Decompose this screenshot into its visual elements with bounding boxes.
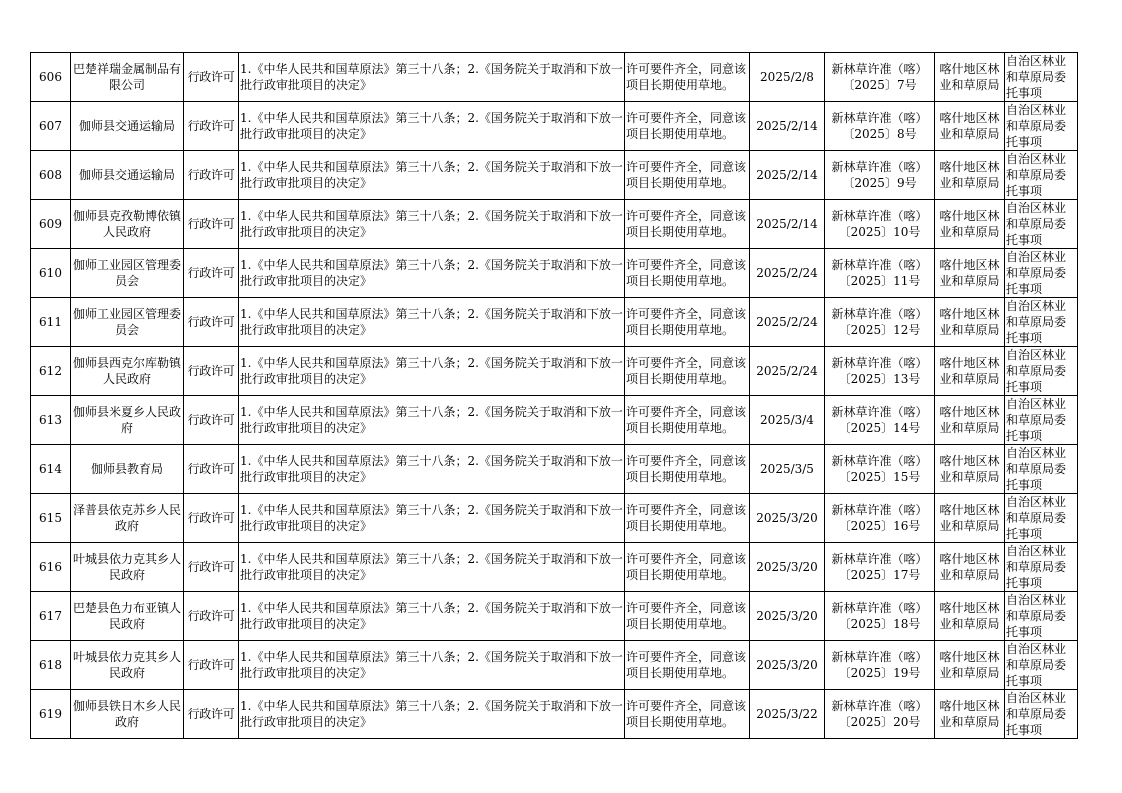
action-type: 行政许可 bbox=[187, 462, 235, 476]
table-row bbox=[31, 102, 1078, 151]
decision-date-cell bbox=[750, 592, 825, 641]
action-type-cell bbox=[184, 396, 239, 445]
legal-basis-cell bbox=[239, 494, 625, 543]
table-row bbox=[31, 396, 1078, 445]
document-number: 新林草许准（喀）〔2025〕9号 bbox=[831, 160, 928, 190]
applicant-name-cell bbox=[71, 690, 184, 739]
legal-basis: 1.《中华人民共和国草原法》第三十八条；2.《国务院关于取消和下放一批行政审批项目的决定》 bbox=[240, 503, 623, 533]
issuing-department: 喀什地区林业和草原局 bbox=[939, 405, 1000, 435]
decision-date: 2025/2/24 bbox=[756, 315, 818, 329]
decision-date-cell bbox=[750, 396, 825, 445]
document-number: 新林草许准（喀）〔2025〕14号 bbox=[831, 405, 928, 435]
action-type-cell bbox=[184, 249, 239, 298]
decision-result: 许可要件齐全，同意该项目长期使用草地。 bbox=[626, 356, 747, 386]
legal-basis: 1.《中华人民共和国草原法》第三十八条；2.《国务院关于取消和下放一批行政审批项目的决定》 bbox=[240, 454, 623, 484]
row-number: 607 bbox=[39, 119, 62, 133]
remark-cell bbox=[1005, 543, 1078, 592]
remark: 自治区林业和草原局委托事项 bbox=[1006, 152, 1067, 198]
issuing-department-cell bbox=[935, 200, 1005, 249]
applicant-name: 伽师县教育局 bbox=[90, 462, 163, 476]
remark-cell bbox=[1005, 445, 1078, 494]
remark: 自治区林业和草原局委托事项 bbox=[1006, 103, 1067, 149]
remark: 自治区林业和草原局委托事项 bbox=[1006, 397, 1067, 443]
action-type: 行政许可 bbox=[187, 70, 235, 84]
action-type-cell bbox=[184, 53, 239, 102]
row-number-cell bbox=[31, 53, 71, 102]
table-row bbox=[31, 494, 1078, 543]
applicant-name-cell bbox=[71, 396, 184, 445]
applicant-name-cell bbox=[71, 53, 184, 102]
issuing-department-cell bbox=[935, 445, 1005, 494]
row-number-cell bbox=[31, 543, 71, 592]
document-number: 新林草许准（喀）〔2025〕8号 bbox=[831, 111, 928, 141]
document-number: 新林草许准（喀）〔2025〕13号 bbox=[831, 356, 928, 386]
action-type: 行政许可 bbox=[187, 560, 235, 574]
action-type-cell bbox=[184, 200, 239, 249]
decision-date-cell bbox=[750, 690, 825, 739]
issuing-department-cell bbox=[935, 690, 1005, 739]
remark-cell bbox=[1005, 690, 1078, 739]
document-number: 新林草许准（喀）〔2025〕20号 bbox=[831, 699, 928, 729]
row-number-cell bbox=[31, 200, 71, 249]
legal-basis-cell bbox=[239, 200, 625, 249]
applicant-name-cell bbox=[71, 298, 184, 347]
document-number: 新林草许准（喀）〔2025〕15号 bbox=[831, 454, 928, 484]
remark: 自治区林业和草原局委托事项 bbox=[1006, 593, 1067, 639]
decision-date: 2025/2/8 bbox=[760, 70, 814, 84]
action-type-cell bbox=[184, 102, 239, 151]
decision-date-cell bbox=[750, 200, 825, 249]
decision-result: 许可要件齐全，同意该项目长期使用草地。 bbox=[626, 405, 747, 435]
row-number: 608 bbox=[39, 168, 62, 182]
issuing-department: 喀什地区林业和草原局 bbox=[939, 552, 1000, 582]
action-type-cell bbox=[184, 641, 239, 690]
legal-basis: 1.《中华人民共和国草原法》第三十八条；2.《国务院关于取消和下放一批行政审批项目的决定》 bbox=[240, 307, 623, 337]
remark-cell bbox=[1005, 298, 1078, 347]
decision-result-cell bbox=[625, 396, 750, 445]
legal-basis-cell bbox=[239, 445, 625, 494]
action-type: 行政许可 bbox=[187, 658, 235, 672]
decision-result: 许可要件齐全，同意该项目长期使用草地。 bbox=[626, 552, 747, 582]
action-type: 行政许可 bbox=[187, 413, 235, 427]
decision-date: 2025/3/20 bbox=[756, 658, 818, 672]
table-row bbox=[31, 347, 1078, 396]
decision-date: 2025/3/20 bbox=[756, 609, 818, 623]
decision-result-cell bbox=[625, 543, 750, 592]
row-number-cell bbox=[31, 249, 71, 298]
document-number-cell bbox=[825, 347, 935, 396]
remark-cell bbox=[1005, 102, 1078, 151]
action-type: 行政许可 bbox=[187, 217, 235, 231]
document-number-cell bbox=[825, 592, 935, 641]
issuing-department: 喀什地区林业和草原局 bbox=[939, 699, 1000, 729]
row-number: 611 bbox=[39, 315, 62, 329]
issuing-department-cell bbox=[935, 347, 1005, 396]
remark: 自治区林业和草原局委托事项 bbox=[1006, 642, 1067, 688]
action-type: 行政许可 bbox=[187, 364, 235, 378]
remark: 自治区林业和草原局委托事项 bbox=[1006, 348, 1067, 394]
decision-result-cell bbox=[625, 200, 750, 249]
table-row bbox=[31, 592, 1078, 641]
applicant-name-cell bbox=[71, 200, 184, 249]
issuing-department: 喀什地区林业和草原局 bbox=[939, 62, 1000, 92]
applicant-name-cell bbox=[71, 151, 184, 200]
legal-basis-cell bbox=[239, 396, 625, 445]
issuing-department-cell bbox=[935, 396, 1005, 445]
decision-result: 许可要件齐全，同意该项目长期使用草地。 bbox=[626, 160, 747, 190]
row-number: 619 bbox=[39, 707, 62, 721]
row-number: 614 bbox=[39, 462, 62, 476]
applicant-name: 伽师县米夏乡人民政府 bbox=[72, 405, 181, 435]
decision-result: 许可要件齐全，同意该项目长期使用草地。 bbox=[626, 601, 747, 631]
legal-basis-cell bbox=[239, 690, 625, 739]
decision-result: 许可要件齐全，同意该项目长期使用草地。 bbox=[626, 258, 747, 288]
legal-basis: 1.《中华人民共和国草原法》第三十八条；2.《国务院关于取消和下放一批行政审批项目的决定》 bbox=[240, 552, 623, 582]
decision-result-cell bbox=[625, 53, 750, 102]
decision-date-cell bbox=[750, 298, 825, 347]
decision-date-cell bbox=[750, 347, 825, 396]
issuing-department: 喀什地区林业和草原局 bbox=[939, 209, 1000, 239]
document-number-cell bbox=[825, 298, 935, 347]
table-row bbox=[31, 298, 1078, 347]
document-number-cell bbox=[825, 396, 935, 445]
issuing-department-cell bbox=[935, 53, 1005, 102]
action-type: 行政许可 bbox=[187, 609, 235, 623]
decision-date: 2025/2/24 bbox=[756, 364, 818, 378]
decision-date-cell bbox=[750, 249, 825, 298]
row-number: 610 bbox=[39, 266, 62, 280]
document-number-cell bbox=[825, 151, 935, 200]
table-row bbox=[31, 151, 1078, 200]
row-number: 618 bbox=[39, 658, 62, 672]
applicant-name: 叶城县依力克其乡人民政府 bbox=[72, 552, 181, 582]
legal-basis: 1.《中华人民共和国草原法》第三十八条；2.《国务院关于取消和下放一批行政审批项目的决定》 bbox=[240, 258, 623, 288]
legal-basis: 1.《中华人民共和国草原法》第三十八条；2.《国务院关于取消和下放一批行政审批项目的决定》 bbox=[240, 699, 623, 729]
applicant-name: 伽师工业园区管理委员会 bbox=[72, 258, 181, 288]
row-number: 613 bbox=[39, 413, 62, 427]
remark: 自治区林业和草原局委托事项 bbox=[1006, 446, 1067, 492]
row-number-cell bbox=[31, 396, 71, 445]
decision-result: 许可要件齐全，同意该项目长期使用草地。 bbox=[626, 699, 747, 729]
applicant-name: 叶城县依力克其乡人民政府 bbox=[72, 650, 181, 680]
issuing-department: 喀什地区林业和草原局 bbox=[939, 601, 1000, 631]
row-number: 606 bbox=[39, 70, 62, 84]
row-number: 616 bbox=[39, 560, 62, 574]
legal-basis-cell bbox=[239, 151, 625, 200]
document-number-cell bbox=[825, 494, 935, 543]
action-type: 行政许可 bbox=[187, 511, 235, 525]
table-row bbox=[31, 53, 1078, 102]
legal-basis: 1.《中华人民共和国草原法》第三十八条；2.《国务院关于取消和下放一批行政审批项目的决定》 bbox=[240, 209, 623, 239]
legal-basis-cell bbox=[239, 543, 625, 592]
applicant-name-cell bbox=[71, 641, 184, 690]
action-type-cell bbox=[184, 592, 239, 641]
row-number-cell bbox=[31, 592, 71, 641]
row-number-cell bbox=[31, 641, 71, 690]
decision-result-cell bbox=[625, 298, 750, 347]
applicant-name: 伽师县克孜勒博依镇人民政府 bbox=[72, 209, 181, 239]
legal-basis-cell bbox=[239, 102, 625, 151]
issuing-department-cell bbox=[935, 249, 1005, 298]
issuing-department-cell bbox=[935, 641, 1005, 690]
applicant-name-cell bbox=[71, 102, 184, 151]
remark: 自治区林业和草原局委托事项 bbox=[1006, 691, 1067, 737]
issuing-department: 喀什地区林业和草原局 bbox=[939, 503, 1000, 533]
applicant-name-cell bbox=[71, 543, 184, 592]
remark-cell bbox=[1005, 494, 1078, 543]
applicant-name-cell bbox=[71, 592, 184, 641]
action-type-cell bbox=[184, 298, 239, 347]
remark: 自治区林业和草原局委托事项 bbox=[1006, 495, 1067, 541]
issuing-department-cell bbox=[935, 151, 1005, 200]
document-number: 新林草许准（喀）〔2025〕12号 bbox=[831, 307, 928, 337]
applicant-name-cell bbox=[71, 445, 184, 494]
decision-date: 2025/2/14 bbox=[756, 119, 818, 133]
legal-basis: 1.《中华人民共和国草原法》第三十八条；2.《国务院关于取消和下放一批行政审批项目的决定》 bbox=[240, 356, 623, 386]
legal-basis: 1.《中华人民共和国草原法》第三十八条；2.《国务院关于取消和下放一批行政审批项目的决定》 bbox=[240, 62, 623, 92]
decision-result: 许可要件齐全，同意该项目长期使用草地。 bbox=[626, 307, 747, 337]
row-number: 617 bbox=[39, 609, 62, 623]
legal-basis-cell bbox=[239, 249, 625, 298]
document-number-cell bbox=[825, 690, 935, 739]
decision-result-cell bbox=[625, 494, 750, 543]
decision-date: 2025/2/14 bbox=[756, 217, 818, 231]
legal-basis-cell bbox=[239, 298, 625, 347]
applicant-name: 泽普县依克苏乡人民政府 bbox=[72, 503, 181, 533]
issuing-department-cell bbox=[935, 494, 1005, 543]
decision-result-cell bbox=[625, 690, 750, 739]
applicant-name-cell bbox=[71, 249, 184, 298]
table-row bbox=[31, 641, 1078, 690]
issuing-department: 喀什地区林业和草原局 bbox=[939, 258, 1000, 288]
row-number-cell bbox=[31, 445, 71, 494]
document-number: 新林草许准（喀）〔2025〕7号 bbox=[831, 62, 928, 92]
issuing-department: 喀什地区林业和草原局 bbox=[939, 356, 1000, 386]
decision-result-cell bbox=[625, 102, 750, 151]
decision-date: 2025/3/20 bbox=[756, 511, 818, 525]
issuing-department: 喀什地区林业和草原局 bbox=[939, 650, 1000, 680]
decision-date-cell bbox=[750, 102, 825, 151]
remark-cell bbox=[1005, 396, 1078, 445]
legal-basis: 1.《中华人民共和国草原法》第三十八条；2.《国务院关于取消和下放一批行政审批项目的决定》 bbox=[240, 650, 623, 680]
applicant-name: 伽师县交通运输局 bbox=[78, 119, 175, 133]
document-number-cell bbox=[825, 249, 935, 298]
legal-basis: 1.《中华人民共和国草原法》第三十八条；2.《国务院关于取消和下放一批行政审批项目的决定》 bbox=[240, 601, 623, 631]
applicant-name: 伽师工业园区管理委员会 bbox=[72, 307, 181, 337]
issuing-department-cell bbox=[935, 102, 1005, 151]
issuing-department-cell bbox=[935, 298, 1005, 347]
applicant-name: 伽师县西克尔库勒镇人民政府 bbox=[72, 356, 181, 386]
decision-date-cell bbox=[750, 543, 825, 592]
legal-basis-cell bbox=[239, 53, 625, 102]
remark-cell bbox=[1005, 641, 1078, 690]
legal-basis: 1.《中华人民共和国草原法》第三十八条；2.《国务院关于取消和下放一批行政审批项目的决定》 bbox=[240, 405, 623, 435]
legal-basis-cell bbox=[239, 592, 625, 641]
remark: 自治区林业和草原局委托事项 bbox=[1006, 299, 1067, 345]
table-row bbox=[31, 445, 1078, 494]
action-type: 行政许可 bbox=[187, 119, 235, 133]
legal-basis-cell bbox=[239, 347, 625, 396]
remark-cell bbox=[1005, 151, 1078, 200]
document-number: 新林草许准（喀）〔2025〕19号 bbox=[831, 650, 928, 680]
document-number-cell bbox=[825, 445, 935, 494]
remark-cell bbox=[1005, 249, 1078, 298]
remark-cell bbox=[1005, 53, 1078, 102]
decision-result-cell bbox=[625, 151, 750, 200]
issuing-department: 喀什地区林业和草原局 bbox=[939, 454, 1000, 484]
decision-result-cell bbox=[625, 445, 750, 494]
decision-date-cell bbox=[750, 641, 825, 690]
issuing-department-cell bbox=[935, 592, 1005, 641]
document-number: 新林草许准（喀）〔2025〕11号 bbox=[831, 258, 928, 288]
decision-result-cell bbox=[625, 249, 750, 298]
action-type: 行政许可 bbox=[187, 266, 235, 280]
legal-basis: 1.《中华人民共和国草原法》第三十八条；2.《国务院关于取消和下放一批行政审批项目的决定》 bbox=[240, 111, 623, 141]
remark: 自治区林业和草原局委托事项 bbox=[1006, 250, 1067, 296]
row-number-cell bbox=[31, 298, 71, 347]
row-number: 609 bbox=[39, 217, 62, 231]
decision-date: 2025/3/5 bbox=[760, 462, 814, 476]
issuing-department: 喀什地区林业和草原局 bbox=[939, 160, 1000, 190]
action-type-cell bbox=[184, 543, 239, 592]
decision-date-cell bbox=[750, 53, 825, 102]
action-type-cell bbox=[184, 445, 239, 494]
applicant-name: 伽师县交通运输局 bbox=[78, 168, 175, 182]
action-type-cell bbox=[184, 690, 239, 739]
decision-date: 2025/2/14 bbox=[756, 168, 818, 182]
row-number-cell bbox=[31, 690, 71, 739]
decision-result: 许可要件齐全，同意该项目长期使用草地。 bbox=[626, 209, 747, 239]
decision-date-cell bbox=[750, 445, 825, 494]
decision-result-cell bbox=[625, 592, 750, 641]
remark: 自治区林业和草原局委托事项 bbox=[1006, 54, 1067, 100]
decision-result-cell bbox=[625, 641, 750, 690]
decision-result-cell bbox=[625, 347, 750, 396]
decision-date: 2025/2/24 bbox=[756, 266, 818, 280]
action-type: 行政许可 bbox=[187, 168, 235, 182]
applicant-name: 巴楚县色力布亚镇人民政府 bbox=[72, 601, 181, 631]
issuing-department-cell bbox=[935, 543, 1005, 592]
applicant-name: 巴楚祥瑞金属制品有限公司 bbox=[72, 62, 181, 92]
document-number: 新林草许准（喀）〔2025〕16号 bbox=[831, 503, 928, 533]
remark-cell bbox=[1005, 347, 1078, 396]
document-number-cell bbox=[825, 543, 935, 592]
decision-date: 2025/3/22 bbox=[756, 707, 818, 721]
decision-result: 许可要件齐全，同意该项目长期使用草地。 bbox=[626, 62, 747, 92]
row-number-cell bbox=[31, 494, 71, 543]
remark-cell bbox=[1005, 200, 1078, 249]
table-row bbox=[31, 200, 1078, 249]
row-number-cell bbox=[31, 102, 71, 151]
document-number-cell bbox=[825, 102, 935, 151]
decision-result: 许可要件齐全，同意该项目长期使用草地。 bbox=[626, 454, 747, 484]
decision-date-cell bbox=[750, 494, 825, 543]
action-type-cell bbox=[184, 494, 239, 543]
row-number: 612 bbox=[39, 364, 62, 378]
table-row bbox=[31, 690, 1078, 739]
remark-cell bbox=[1005, 592, 1078, 641]
applicant-name-cell bbox=[71, 347, 184, 396]
table-body bbox=[31, 53, 1078, 739]
decision-date: 2025/3/4 bbox=[760, 413, 814, 427]
table-row bbox=[31, 543, 1078, 592]
decision-date-cell bbox=[750, 151, 825, 200]
applicant-name: 伽师县铁日木乡人民政府 bbox=[72, 699, 181, 729]
action-type: 行政许可 bbox=[187, 315, 235, 329]
document-number: 新林草许准（喀）〔2025〕10号 bbox=[831, 209, 928, 239]
legal-basis: 1.《中华人民共和国草原法》第三十八条；2.《国务院关于取消和下放一批行政审批项目的决定》 bbox=[240, 160, 623, 190]
permit-table bbox=[30, 52, 1078, 739]
document-number: 新林草许准（喀）〔2025〕18号 bbox=[831, 601, 928, 631]
row-number-cell bbox=[31, 151, 71, 200]
decision-result: 许可要件齐全，同意该项目长期使用草地。 bbox=[626, 650, 747, 680]
issuing-department: 喀什地区林业和草原局 bbox=[939, 111, 1000, 141]
action-type-cell bbox=[184, 347, 239, 396]
action-type: 行政许可 bbox=[187, 707, 235, 721]
table-row bbox=[31, 249, 1078, 298]
document-number-cell bbox=[825, 641, 935, 690]
document-number-cell bbox=[825, 200, 935, 249]
decision-result: 许可要件齐全，同意该项目长期使用草地。 bbox=[626, 503, 747, 533]
decision-result: 许可要件齐全，同意该项目长期使用草地。 bbox=[626, 111, 747, 141]
remark: 自治区林业和草原局委托事项 bbox=[1006, 201, 1067, 247]
issuing-department: 喀什地区林业和草原局 bbox=[939, 307, 1000, 337]
remark: 自治区林业和草原局委托事项 bbox=[1006, 544, 1067, 590]
legal-basis-cell bbox=[239, 641, 625, 690]
row-number: 615 bbox=[39, 511, 62, 525]
row-number-cell bbox=[31, 347, 71, 396]
decision-date: 2025/3/20 bbox=[756, 560, 818, 574]
document-number: 新林草许准（喀）〔2025〕17号 bbox=[831, 552, 928, 582]
action-type-cell bbox=[184, 151, 239, 200]
document-number-cell bbox=[825, 53, 935, 102]
applicant-name-cell bbox=[71, 494, 184, 543]
